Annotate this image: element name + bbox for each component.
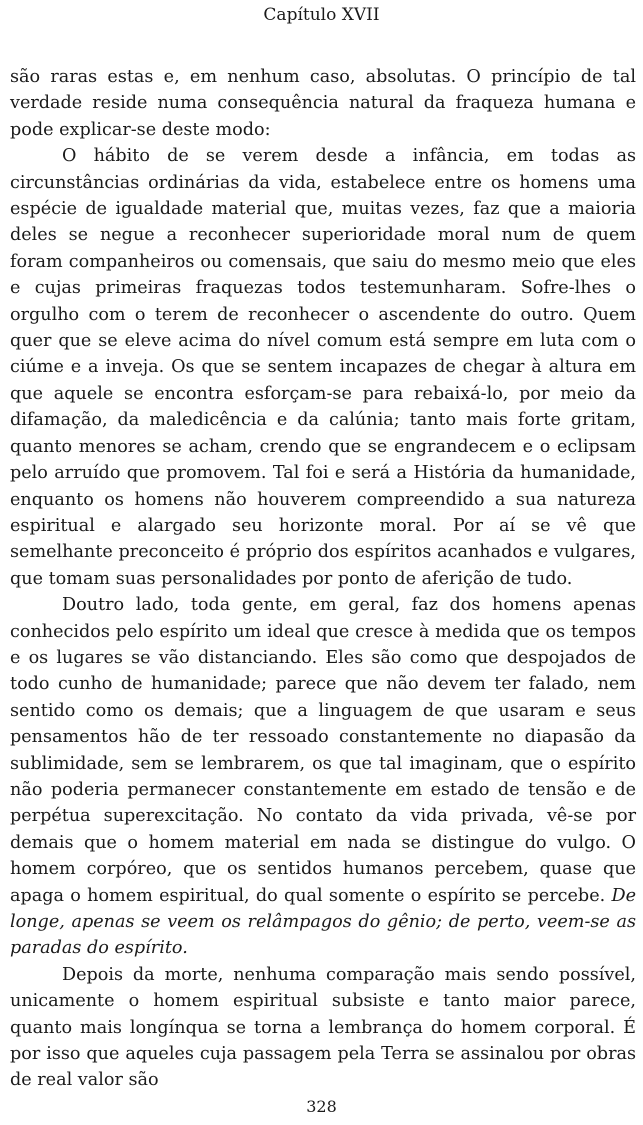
paragraph-2: O hábito de se verem desde a infância, em todas as circunstâncias ordinárias da vida, estabelece entre os homens uma espécie de igualdade material que, muitas vezes, faz que a maioria deles se negue a reconhecer superioridade moral num de quem foram companheiros ou comensais, que saiu do mesmo meio que eles e cujas primeiras fraquezas todos testemunharam. Sofre-lhes o orgulho com o terem de reconhecer o ascendente do outro. Quem quer que se eleve acima do nível comum está sempre em luta com o ciúme e a inveja. Os que se sentem incapazes de chegar à altura em que aquele se encontra esforçam-se para rebaixá-lo, por meio da difamação, da maledicência e da calúnia; tanto mais forte gritam, quanto menores se acham, crendo que se engrandecem e o eclipsam pelo arruído que promovem. Tal foi e será a História da humanidade, enquanto os homens não houverem compreendido a sua natureza espiritual e alargado seu horizonte moral. Por aí se vê que semelhante preconceito é próprio dos espíritos acanhados e vulgares, que tomam suas personalidades por ponto de aferição de tudo.	[10, 146, 636, 589]
paragraph-4: Depois da morte, nenhuma comparação mais sendo possível, unicamente o homem espiritual subsiste e tanto maior parece, quanto mais longínqua se torna a lembrança do homem corporal. É por isso que aqueles cuja passagem pela Terra se assinalou por obras de real valor são	[10, 964, 636, 1091]
body-text	[10, 64, 636, 1094]
running-head: Capítulo XVII	[263, 5, 380, 25]
paragraph-3	[10, 592, 636, 962]
paragraph-1: são raras estas e, em nenhum caso, absolutas. O princípio de tal verdade reside numa consequência natural da fraqueza humana e pode explicar-se deste modo:	[10, 67, 636, 140]
paragraph-3-text: Doutro lado, toda gente, em geral, faz dos homens apenas conhecidos pelo espírito um ideal que cresce à medida que os tempos e os lugares se vão distanciando. Eles são como que despojados de todo cunho de humanidade; parece que não devem ter falado, nem sentido como os demais; que a linguagem de que usaram e seus pensamentos hão de ter ressoado constantemente no diapasão da sublimidade, sem se lembrarem, os que tal imaginam, que o espírito não poderia permanecer constantemente em estado de tensão e de perpétua superexcitação. No contato da vida privada, vê-se por demais que o homem material em nada se distingue do vulgo. O homem corpóreo, que os sentidos humanos percebem, quase que apaga o homem espiritual, do qual somente o espírito se percebe.	[10, 595, 636, 906]
paragraph-3-emphasis: De longe, apenas se veem os relâmpagos do gênio; de perto, veem-se as paradas do espírito.	[10, 885, 636, 959]
page-number: 328	[306, 1097, 337, 1116]
